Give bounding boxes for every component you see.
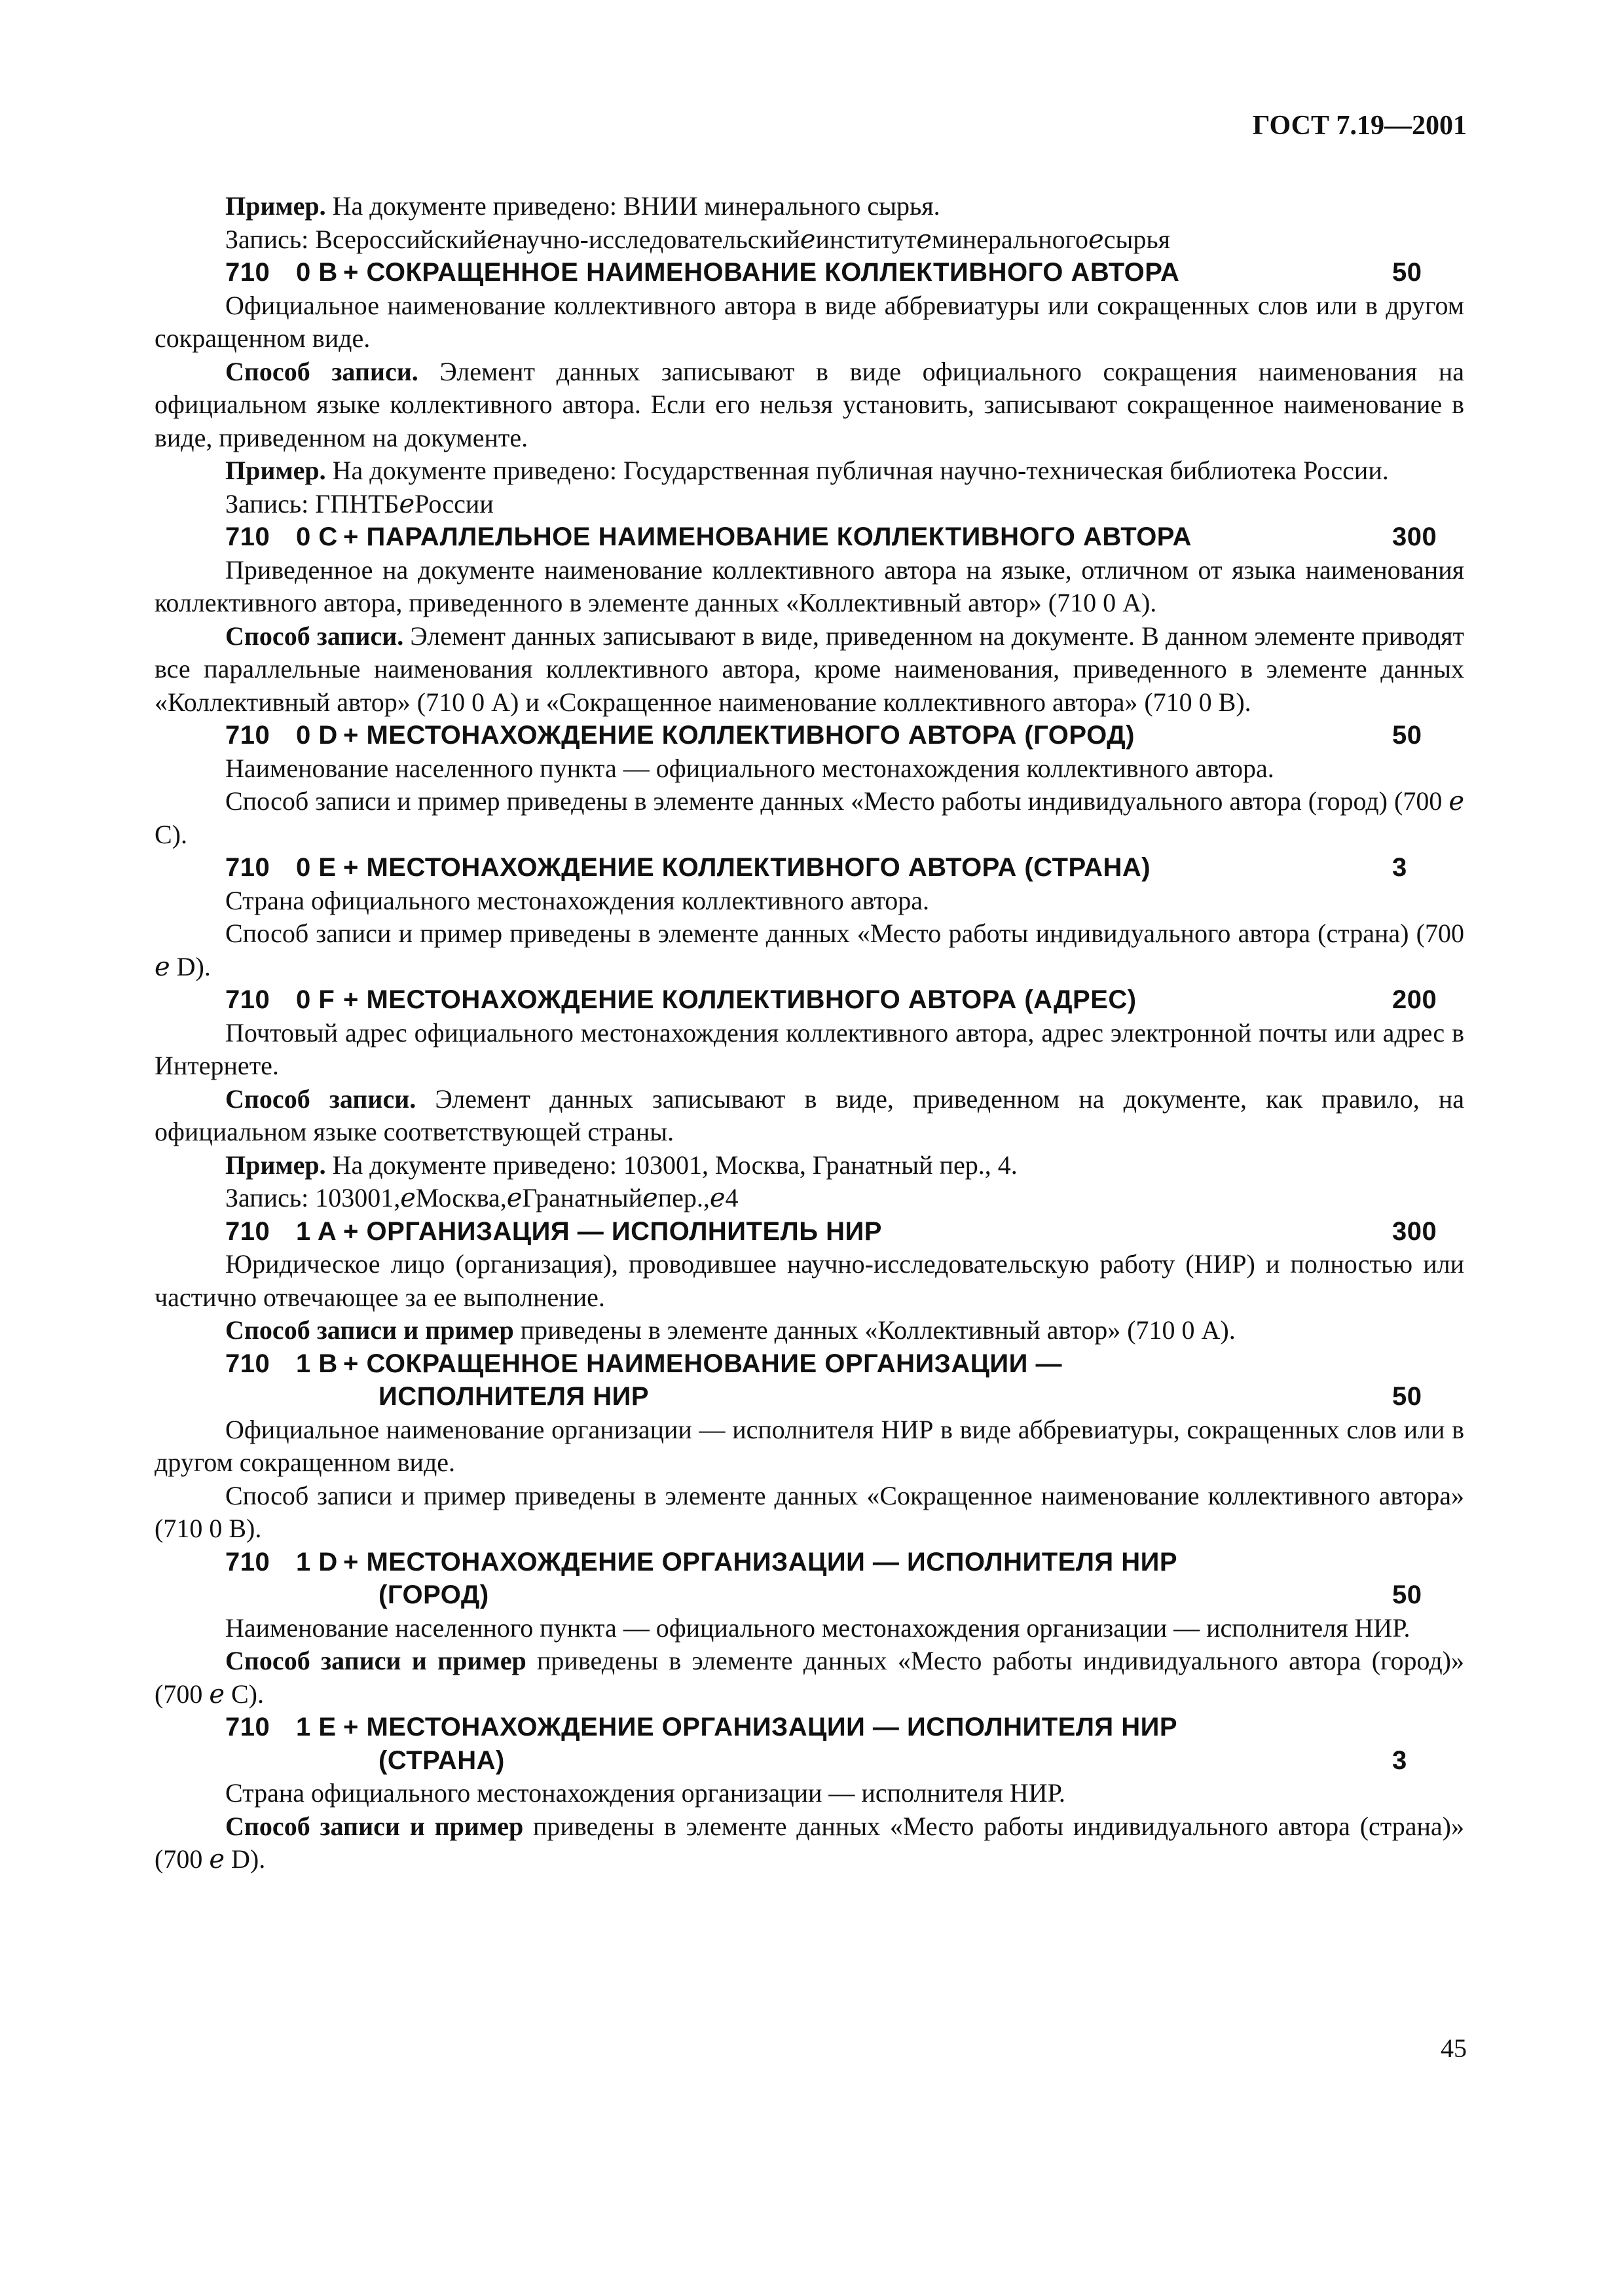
paragraph-text: На документе приведено: Государственная публичная научно-техническая библиотека России.: [325, 456, 1389, 485]
field-title: + ПАРАЛЛЕЛЬНОЕ НАИМЕНОВАНИЕ КОЛЛЕКТИВНОГО АВТОРА: [343, 522, 1192, 551]
paragraph: [155, 1413, 1464, 1480]
paragraph-text: На документе приведено: 103001, Москва, Гранатный пер., 4.: [325, 1150, 1018, 1180]
paragraph-text: приведены в элементе данных «Место работы индивидуального автора (город)» (700 ℯ C).: [155, 1646, 1464, 1709]
paragraph: [155, 620, 1464, 720]
paragraph: [155, 223, 1464, 257]
paragraph-text: Наименование населенного пункта — официального местонахождения организации — исполнителя НИР.: [225, 1613, 1410, 1643]
page-header: ГОСТ 7.19—2001: [1252, 111, 1467, 141]
field-title: + МЕСТОНАХОЖДЕНИЕ ОРГАНИЗАЦИИ — ИСПОЛНИТЕЛЯ НИР: [343, 1547, 1178, 1576]
field-title: + МЕСТОНАХОЖДЕНИЕ КОЛЛЕКТИВНОГО АВТОРА (СТРАНА): [343, 853, 1151, 882]
paragraph: [155, 1314, 1464, 1347]
field-length: 3: [1392, 1745, 1407, 1775]
paragraph-text: Почтовый адрес официального местонахождения коллективного автора, адрес электронной почты или адрес в Интернете.: [155, 1017, 1464, 1080]
field-code: 710: [225, 721, 270, 750]
paragraph-lead: Способ записи и пример: [225, 1811, 524, 1841]
field-title: + МЕСТОНАХОЖДЕНИЕ ОРГАНИЗАЦИИ — ИСПОЛНИТЕЛЯ НИР: [343, 1713, 1178, 1741]
paragraph-text: Элемент данных записывают в виде официального сокращения наименования на официальном языке коллективного автора. Если его нельзя установить, записывают сокращенное наименование в виде, приведенном на документе.: [155, 356, 1464, 452]
field-title: + МЕСТОНАХОЖДЕНИЕ КОЛЛЕКТИВНОГО АВТОРА (ГОРОД): [343, 721, 1135, 750]
paragraph-text: приведены в элементе данных «Место работы индивидуального автора (страна)» (700 ℯ D).: [155, 1811, 1464, 1874]
field-heading: [155, 520, 1464, 554]
field-length: 50: [1392, 1382, 1422, 1411]
document-body: [155, 190, 1464, 1876]
field-code: 710: [225, 522, 270, 551]
paragraph: [155, 917, 1464, 983]
field-length: 50: [1392, 258, 1422, 287]
paragraph-text: Способ записи и пример приведены в элементе данных «Место работы индивидуального автора (город) (700 ℯ C).: [155, 786, 1464, 849]
page-number: 45: [1441, 2033, 1467, 2063]
paragraph-text: Юридическое лицо (организация), проводившее научно-исследовательскую работу (НИР) и полностью или частично отвечающее за ее выполнение.: [155, 1249, 1464, 1312]
paragraph: [155, 454, 1464, 488]
field-code: 710: [225, 1713, 270, 1741]
field-title: + МЕСТОНАХОЖДЕНИЕ КОЛЛЕКТИВНОГО АВТОРА (АДРЕС): [343, 985, 1137, 1014]
paragraph: [155, 884, 1464, 918]
paragraph-text: Официальное наименование организации — исполнителя НИР в виде аббревиатуры, сокращенных слов или в другом сокращенном виде.: [155, 1414, 1464, 1477]
paragraph-text: Способ записи и пример приведены в элементе данных «Сокращенное наименование коллективного автора» (710 0 B).: [155, 1480, 1464, 1543]
paragraph-lead: Способ записи.: [225, 356, 418, 386]
paragraph: [155, 355, 1464, 455]
field-title-continued: ИСПОЛНИТЕЛЯ НИР: [378, 1382, 650, 1411]
field-heading: [155, 851, 1464, 884]
paragraph: [155, 1645, 1464, 1711]
paragraph: [155, 1480, 1464, 1546]
paragraph: [155, 1017, 1464, 1083]
paragraph: [155, 1612, 1464, 1645]
paragraph: [155, 289, 1464, 355]
field-code: 710: [225, 1547, 270, 1576]
field-heading: [155, 1546, 1464, 1612]
field-code: 710: [225, 258, 270, 287]
field-length: 50: [1392, 721, 1422, 750]
field-title: + СОКРАЩЕННОЕ НАИМЕНОВАНИЕ КОЛЛЕКТИВНОГО АВТОРА: [343, 258, 1180, 287]
field-length: 50: [1392, 1580, 1422, 1609]
paragraph-text: Элемент данных записывают в виде, приведенном на документе. В данном элементе приводят все параллельные наименования коллективного автора, кроме наименования, приведенного в элементе данных «Коллективный автор» (710 0 A) и «Сокращенное наименование коллективного автора» (710 0 B).: [155, 621, 1465, 717]
paragraph-text: Запись: 103001,ℯМосква,ℯГранатныйℯпер.,ℯ4: [225, 1183, 739, 1212]
paragraph-lead: Способ записи и пример: [225, 1646, 526, 1675]
paragraph: [155, 1248, 1464, 1314]
field-subfield: 0 B: [296, 258, 338, 287]
field-heading: [155, 719, 1464, 752]
field-title-continued: (СТРАНА): [378, 1745, 505, 1775]
paragraph-lead: Пример.: [225, 456, 326, 485]
field-subfield: 0 E: [296, 853, 337, 882]
field-heading: [155, 1711, 1464, 1777]
field-length: 3: [1392, 853, 1407, 882]
paragraph: [155, 488, 1464, 521]
paragraph: [155, 752, 1464, 786]
paragraph-text: Официальное наименование коллективного автора в виде аббревиатуры или сокращенных слов или в другом сокращенном виде.: [155, 290, 1464, 353]
paragraph: [155, 1083, 1464, 1149]
field-length: 300: [1392, 522, 1437, 551]
field-subfield: 1 B: [296, 1349, 338, 1378]
paragraph-lead: Пример.: [225, 191, 326, 221]
field-heading: [155, 1215, 1464, 1248]
field-code: 710: [225, 853, 270, 882]
paragraph-text: Наименование населенного пункта — официального местонахождения коллективного автора.: [225, 753, 1274, 783]
paragraph-text: Страна официального местонахождения коллективного автора.: [225, 885, 930, 915]
field-heading: [155, 256, 1464, 289]
paragraph: [155, 554, 1464, 620]
field-subfield: 0 F: [296, 985, 335, 1014]
field-heading: [155, 983, 1464, 1017]
paragraph: [155, 1182, 1464, 1215]
paragraph-text: Способ записи и пример приведены в элементе данных «Место работы индивидуального автора (страна) (700 ℯ D).: [155, 919, 1464, 981]
field-title-continued: (ГОРОД): [378, 1580, 489, 1609]
paragraph-text: Элемент данных записывают в виде, приведенном на документе, как правило, на официальном языке соответствующей страны.: [155, 1084, 1464, 1146]
paragraph: [155, 1149, 1464, 1182]
field-length: 200: [1392, 985, 1437, 1014]
paragraph-text: приведены в элементе данных «Коллективный автор» (710 0 A).: [513, 1315, 1236, 1345]
field-subfield: 1 A: [296, 1216, 337, 1246]
field-length: 300: [1392, 1216, 1437, 1246]
paragraph: [155, 1810, 1464, 1876]
field-title: + СОКРАЩЕННОЕ НАИМЕНОВАНИЕ ОРГАНИЗАЦИИ —: [343, 1349, 1063, 1378]
field-code: 710: [225, 1349, 270, 1378]
paragraph-lead: Способ записи.: [225, 621, 404, 651]
paragraph-text: На документе приведено: ВНИИ минерального сырья.: [325, 191, 940, 221]
field-code: 710: [225, 985, 270, 1014]
field-subfield: 1 D: [296, 1547, 338, 1576]
paragraph: [155, 785, 1464, 851]
paragraph-text: Запись: ГПНТБℯРоссии: [225, 488, 494, 519]
field-code: 710: [225, 1216, 270, 1246]
paragraph-text: Страна официального местонахождения организации — исполнителя НИР.: [225, 1778, 1065, 1808]
paragraph-text: Приведенное на документе наименование коллективного автора на языке, отличном от языка наименования коллективного автора, приведенного в элементе данных «Коллективный автор» (710 0 A).: [155, 555, 1464, 617]
paragraph: [155, 1777, 1464, 1810]
paragraph: [155, 190, 1464, 223]
paragraph-lead: Пример.: [225, 1150, 326, 1180]
field-heading: [155, 1347, 1464, 1413]
field-subfield: 0 D: [296, 721, 338, 750]
field-subfield: 1 E: [296, 1713, 337, 1741]
field-subfield: 0 C: [296, 522, 338, 551]
paragraph-text: Запись: Всероссийскийℯнаучно-исследовательскийℯинститутℯминеральногоℯсырья: [225, 224, 1170, 254]
paragraph-lead: Способ записи и пример: [225, 1315, 514, 1345]
paragraph-lead: Способ записи.: [225, 1084, 416, 1114]
field-title: + ОРГАНИЗАЦИЯ — ИСПОЛНИТЕЛЬ НИР: [343, 1216, 882, 1246]
